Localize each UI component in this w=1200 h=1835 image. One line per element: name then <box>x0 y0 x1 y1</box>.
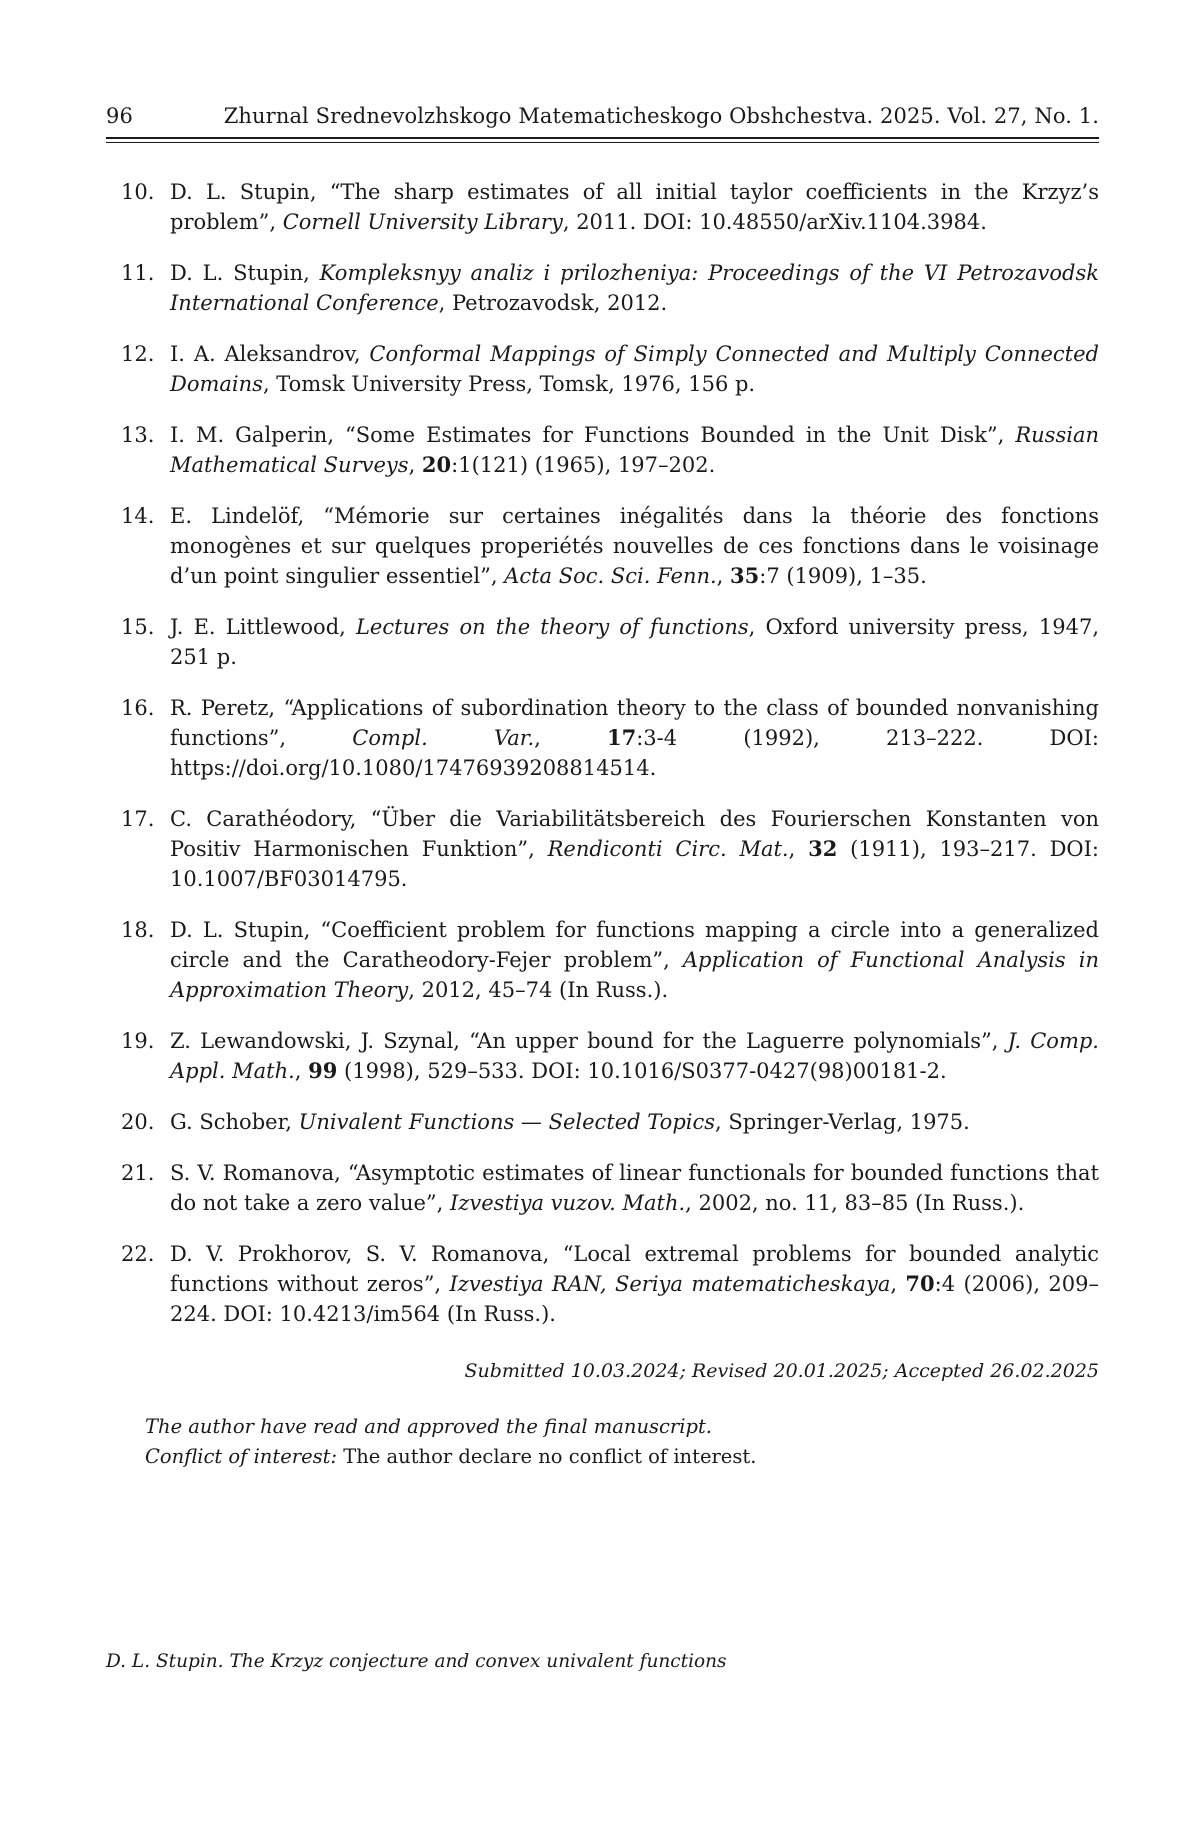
reference-number: 16. <box>121 696 155 720</box>
reference-number: 11. <box>121 261 155 285</box>
reference-number: 22. <box>121 1242 155 1266</box>
approval-note: The author have read and approved the final manuscript. <box>145 1415 713 1438</box>
reference-number: 15. <box>121 615 155 639</box>
reference-list <box>106 177 1099 1350</box>
reference-text: S. V. Romanova, “Asymptotic estimates of linear functionals for bounded functions that do not take a zero value”, Izvestiya vuzov. Math., 2002, no. 11, 83–85 (In Russ.). <box>170 1161 1099 1215</box>
running-head <box>106 104 1099 128</box>
reference-text: Z. Lewandowski, J. Szynal, “An upper bound for the Laguerre polynomials”, J. Comp. Appl. Math., 99 (1998), 529–533. DOI: 10.1016/S0377-0427(98)00181-2. <box>170 1029 1099 1083</box>
reference-number: 21. <box>121 1161 155 1185</box>
reference-item <box>106 1107 1099 1137</box>
submission-dates: Submitted 10.03.2024; Revised 20.01.2025; Accepted 26.02.2025 <box>464 1360 1099 1382</box>
reference-item <box>106 501 1099 591</box>
reference-item <box>106 339 1099 399</box>
reference-number: 20. <box>121 1110 155 1134</box>
reference-number: 17. <box>121 807 155 831</box>
reference-item <box>106 258 1099 318</box>
reference-number: 12. <box>121 342 155 366</box>
reference-item <box>106 915 1099 1005</box>
reference-text: J. E. Littlewood, Lectures on the theory of functions, Oxford university press, 1947, 251 p. <box>170 615 1099 669</box>
reference-item <box>106 612 1099 672</box>
conflict-label: Conflict of interest: <box>145 1445 338 1468</box>
author-notes <box>145 1412 1095 1472</box>
reference-item <box>106 177 1099 237</box>
header-rule-thin <box>106 142 1099 143</box>
conflict-text: The author declare no conflict of interest. <box>343 1445 757 1468</box>
reference-number: 14. <box>121 504 155 528</box>
reference-item <box>106 1158 1099 1218</box>
reference-item <box>106 1239 1099 1329</box>
reference-number: 13. <box>121 423 155 447</box>
reference-item <box>106 420 1099 480</box>
page-number: 96 <box>106 104 133 128</box>
reference-text: G. Schober, Univalent Functions — Selected Topics, Springer-Verlag, 1975. <box>170 1110 970 1134</box>
reference-text: D. L. Stupin, “The sharp estimates of all initial taylor coefficients in the Krzyz’s problem”, Cornell University Library, 2011. DOI: 10.48550/arXiv.1104.3984. <box>170 180 1099 234</box>
reference-number: 19. <box>121 1029 155 1053</box>
reference-text: I. A. Aleksandrov, Conformal Mappings of Simply Connected and Multiply Connected Domains, Tomsk University Press, Tomsk, 1976, 156 p. <box>170 342 1099 396</box>
reference-number: 10. <box>121 180 155 204</box>
reference-text: D. V. Prokhorov, S. V. Romanova, “Local extremal problems for bounded analytic functions without zeros”, Izvestiya RAN, Seriya matematicheskaya, 70:4 (2006), 209–224. DOI: 10.4213/im564 (In Russ.). <box>170 1242 1099 1326</box>
reference-item <box>106 804 1099 894</box>
reference-text: R. Peretz, “Applications of subordination theory to the class of bounded nonvanishing functions”, Compl. Var., 17:3-4 (1992), 213–222. DOI: https://doi.org/10.1080/17476939208814514. <box>170 696 1099 780</box>
journal-title: Zhurnal Srednevolzhskogo Matematicheskogo Obshchestva. 2025. Vol. 27, No. 1. <box>223 104 1099 128</box>
reference-text: D. L. Stupin, “Coefficient problem for functions mapping a circle into a generalized circle and the Caratheodory-Fejer problem”, Application of Functional Analysis in Approximation Theory, 2012, 45–74 (In Russ.). <box>170 918 1099 1002</box>
footer-citation: D. L. Stupin. The Krzyz conjecture and convex univalent functions <box>106 1651 727 1672</box>
reference-item <box>106 693 1099 783</box>
reference-item <box>106 1026 1099 1086</box>
reference-text: D. L. Stupin, Kompleksnyy analiz i prilozheniya: Proceedings of the VI Petrozavodsk International Conference, Petrozavodsk, 2012. <box>170 261 1099 315</box>
conflict-note <box>145 1442 1095 1472</box>
header-rule <box>106 137 1099 139</box>
reference-text: E. Lindelöf, “Mémorie sur certaines inégalités dans la théorie des fonctions monogènes et sur quelques properiétés nouvelles de ces fonctions dans le voisinage d’un point singulier essentiel”, Acta Soc. Sci. Fenn., 35:7 (1909), 1–35. <box>170 504 1099 588</box>
reference-number: 18. <box>121 918 155 942</box>
reference-text: C. Carathéodory, “Über die Variabilitätsbereich des Fourierschen Konstanten von Positiv Harmonischen Funktion”, Rendiconti Circ. Mat., 32 (1911), 193–217. DOI: 10.1007/BF03014795. <box>170 807 1100 891</box>
reference-text: I. M. Galperin, “Some Estimates for Functions Bounded in the Unit Disk”, Russian Mathematical Surveys, 20:1(121) (1965), 197–202. <box>170 423 1099 477</box>
